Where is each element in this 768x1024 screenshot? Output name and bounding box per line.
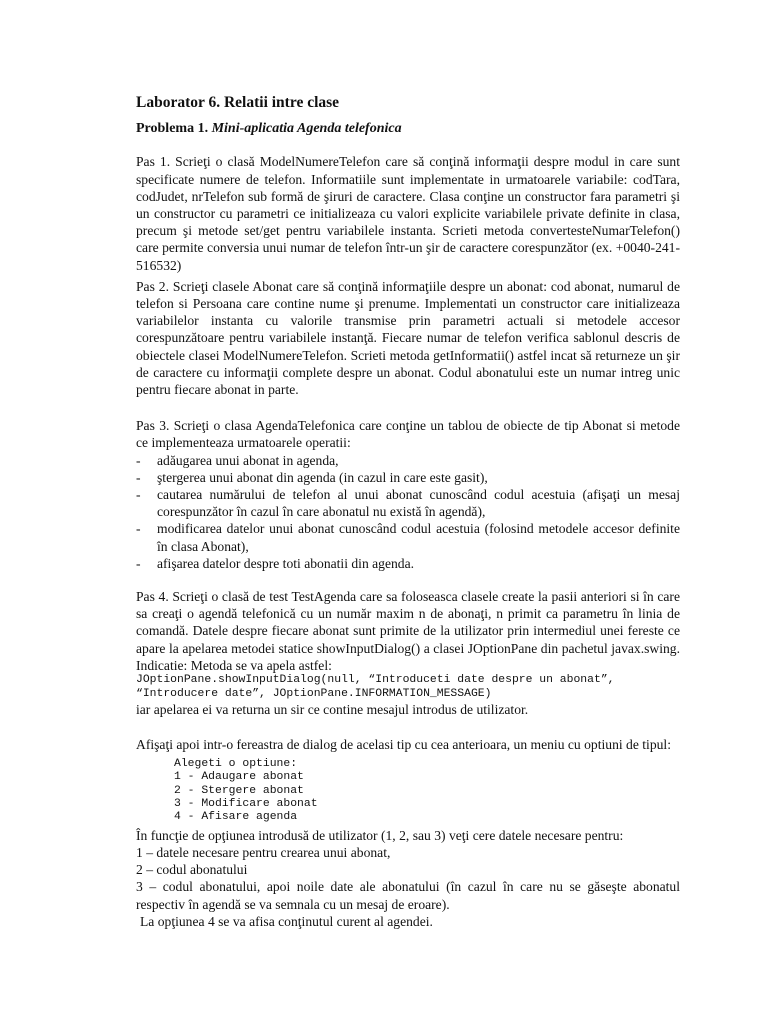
- step-5-intro: Afişaţi apoi intr-o fereastra de dialog de acelasi tip cu cea anterioara, un meniu cu optiuni de tipul:: [136, 737, 671, 753]
- problem-name: Mini-aplicatia Agenda telefonica: [211, 121, 402, 137]
- step-1-paragraph: Pas 1. Scrieţi o clasă ModelNumereTelefon care să conţină informaţii despre modul in care sunt specificate numere de telefon. Informatiile sunt implementate in urmatoarele variabile: codTara, codJudet, nrTelefon sub formă de şiruri de caractere. Clasa conţine un constructor fara parametri şi un constructor cu parametri ce initializeaza cu valori explicite variabilele private definite in clasa, precum şi metode set/get pentru variabilele instanta. Scrieti metoda convertesteNumarTelefon() care permite conversia unui numar de telefon într-un şir de caractere corespunzător (ex. +0040-241-516532): [136, 154, 680, 273]
- menu-line: 2 - Stergere abonat: [174, 784, 304, 797]
- option-line: 2 – codul abonatului: [136, 862, 248, 878]
- list-item-text: cautarea numărului de telefon al unui abonat cunoscând codul acestuia (afişaţi un mesaj corespunzător în cazul în care abonatul nu există în agendă),: [157, 487, 680, 520]
- step-4-after-code: iar apelarea ei va returna un sir ce contine mesajul introdus de utilizator.: [136, 702, 529, 718]
- list-item: - afişarea datelor despre toti abonatii din agenda.: [136, 555, 415, 571]
- menu-line: 3 - Modificare abonat: [174, 797, 318, 810]
- problem-prefix: Problema 1.: [136, 121, 209, 137]
- menu-line: 4 - Afisare agenda: [174, 811, 298, 824]
- list-item: - adăugarea unui abonat in agenda,: [136, 452, 339, 468]
- list-item-text: ştergerea unui abonat din agenda (in cazul in care este gasit),: [157, 469, 488, 485]
- document-page: [136, 94, 680, 930]
- list-item: - modificarea datelor unui abonat cunoscând codul acestuia (folosind metodele accesor definite în clasa Abonat),: [136, 521, 680, 554]
- menu-example: [174, 758, 680, 825]
- list-item: - cautarea numărului de telefon al unui abonat cunoscând codul acestuia (afişaţi un mesaj corespunzător în cazul în care abonatul nu există în agendă),: [136, 487, 680, 520]
- menu-line: 1 - Adaugare abonat: [174, 771, 304, 784]
- problem-heading: [136, 120, 680, 137]
- step-3-intro: Pas 3. Scrieţi o clasa AgendaTelefonica care conţine un tablou de obiecte de tip Abonat si metode ce implementeaza urmatoarele operatii:: [136, 418, 680, 451]
- step-3-operations-list: [136, 452, 680, 572]
- list-item-text: afişarea datelor despre toti abonatii din agenda.: [157, 555, 415, 571]
- menu-line: Alegeti o optiune:: [174, 757, 298, 770]
- step-4-paragraph: Pas 4. Scrieţi o clasă de test TestAgenda care sa foloseasca clasele create la pasii anteriori si în care sa creaţi o agendă telefonică cu un număr maxim n de abonaţi, n primit ca parametru în linia de comandă. Datele despre fiecare abonat sunt primite de la utilizator prin intermediul unei fereste ce apare la apelarea metodei statice showInputDialog() a clasei JOptionPane din pachetul javax.swing. Indicatie: Metoda se va apela astfel:: [136, 589, 680, 673]
- option-4-note: La opţiunea 4 se va afisa conţinutul curent al agendei.: [140, 913, 433, 929]
- lab-title: Laborator 6. Relatii intre clase: [136, 94, 340, 111]
- options-list: [136, 844, 680, 913]
- list-item: - ştergerea unui abonat din agenda (in cazul in care este gasit),: [136, 469, 488, 485]
- options-explanation: În funcţie de opţiunea introdusă de utilizator (1, 2, sau 3) veţi cere datele necesare pentru:: [136, 827, 624, 843]
- list-item-text: adăugarea unui abonat in agenda,: [157, 452, 339, 468]
- code-snippet: JOptionPane.showInputDialog(null, “Introduceti date despre un abonat”, “Introducere date”, JOptionPane.INFORMATION_MESSAGE): [136, 674, 622, 700]
- step-2-paragraph: Pas 2. Scrieţi clasele Abonat care să conţină informaţiile despre un abonat: cod abonat, numarul de telefon si Persoana care contine nume şi prenume. Implementati un constructor care initializeaza variabilelor instanta cu valorile transmise prin parametri actuali si metodele accesor corespunzătoare pentru variabilele instanţă. Fiecare numar de telefon verifica sablonul descris de obiectele clasei ModelNumereTelefon. Scrieti metoda getInformatii() astfel incat să returneze un şir de caractere cu informaţii complete despre un abonat. Codul abonatului este un numar intreg unic pentru fiecare abonat in parte.: [136, 278, 680, 398]
- option-line: 1 – datele necesare pentru crearea unui abonat,: [136, 844, 391, 860]
- option-line: 3 – codul abonatului, apoi noile date ale abonatului (în cazul în care nu se găseşte abonatul respectiv în agendă se va semnala cu un mesaj de eroare).: [136, 879, 680, 912]
- list-item-text: modificarea datelor unui abonat cunoscând codul acestuia (folosind metodele accesor definite în clasa Abonat),: [157, 521, 680, 554]
